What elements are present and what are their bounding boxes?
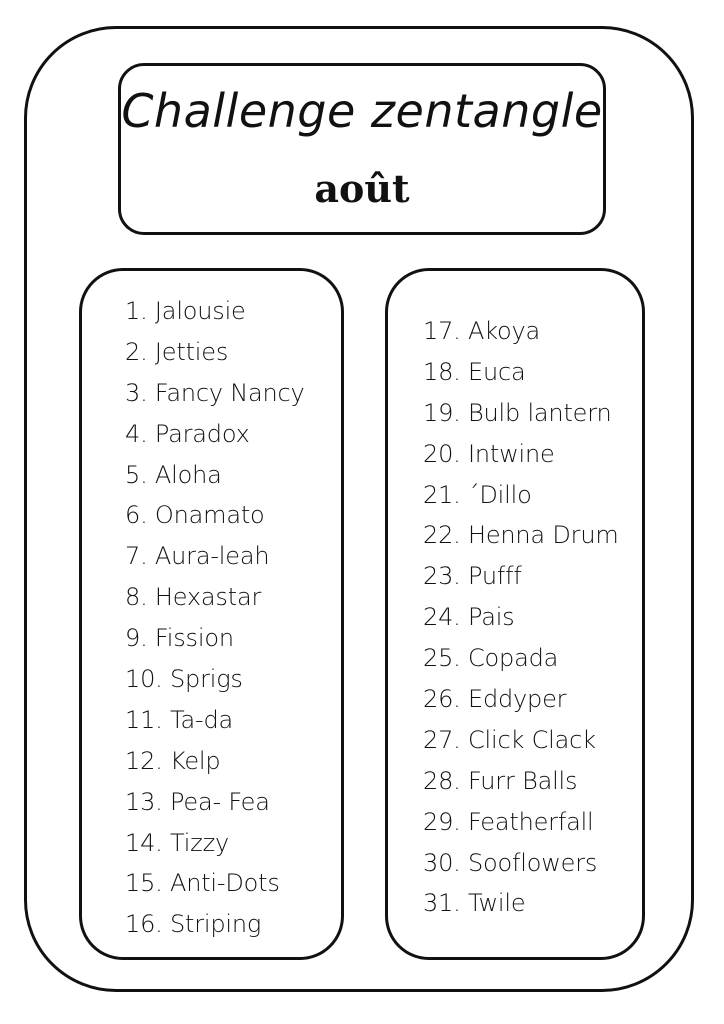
list-item: 12. Kelp [125, 746, 221, 775]
list-item: 15. Anti-Dots [125, 869, 280, 898]
list-item: 30. Sooflowers [423, 848, 598, 877]
page-title: Challenge zentangle [121, 84, 603, 138]
list-item: 28. Furr Balls [423, 766, 578, 795]
list-item: 6. Onamato [125, 501, 265, 530]
list-item: 16. Striping [125, 910, 262, 939]
list-item: 19. Bulb lantern [423, 398, 612, 427]
list-item: 26. Eddyper [423, 685, 567, 714]
list-item: 3. Fancy Nancy [125, 378, 305, 407]
left-tangle-list [125, 291, 305, 945]
right-tangle-list [423, 311, 619, 924]
right-list-box [385, 268, 645, 960]
list-item: 14. Tizzy [125, 828, 229, 857]
list-item: 31. Twile [423, 889, 526, 918]
list-item: 9. Fission [125, 624, 234, 653]
list-item: 10. Sprigs [125, 665, 243, 694]
list-item: 17. Akoya [423, 317, 541, 345]
list-item: 22. Henna Drum [423, 521, 619, 550]
month-subtitle: août [314, 166, 410, 211]
list-item: 7. Aura-leah [125, 542, 270, 571]
list-item: 20. Intwine [423, 439, 555, 468]
list-item: 18. Euca [423, 357, 526, 386]
list-item: 24. Pais [423, 603, 515, 632]
list-item: 4. Paradox [125, 419, 250, 448]
list-item: 5. Aloha [125, 460, 222, 489]
list-item: 27. Click Clack [423, 725, 596, 754]
list-item: 21. ´Dillo [423, 480, 532, 509]
title-box [118, 63, 606, 235]
list-item: 1. Jalousie [125, 297, 246, 325]
left-list-box [79, 268, 344, 960]
list-item: 13. Pea- Fea [125, 787, 270, 816]
list-item: 25. Copada [423, 644, 559, 673]
list-item: 29. Featherfall [423, 807, 594, 836]
list-item: 2. Jetties [125, 337, 229, 366]
list-item: 23. Pufff [423, 562, 522, 591]
list-item: 11. Ta-da [125, 705, 233, 734]
list-item: 8. Hexastar [125, 583, 262, 612]
